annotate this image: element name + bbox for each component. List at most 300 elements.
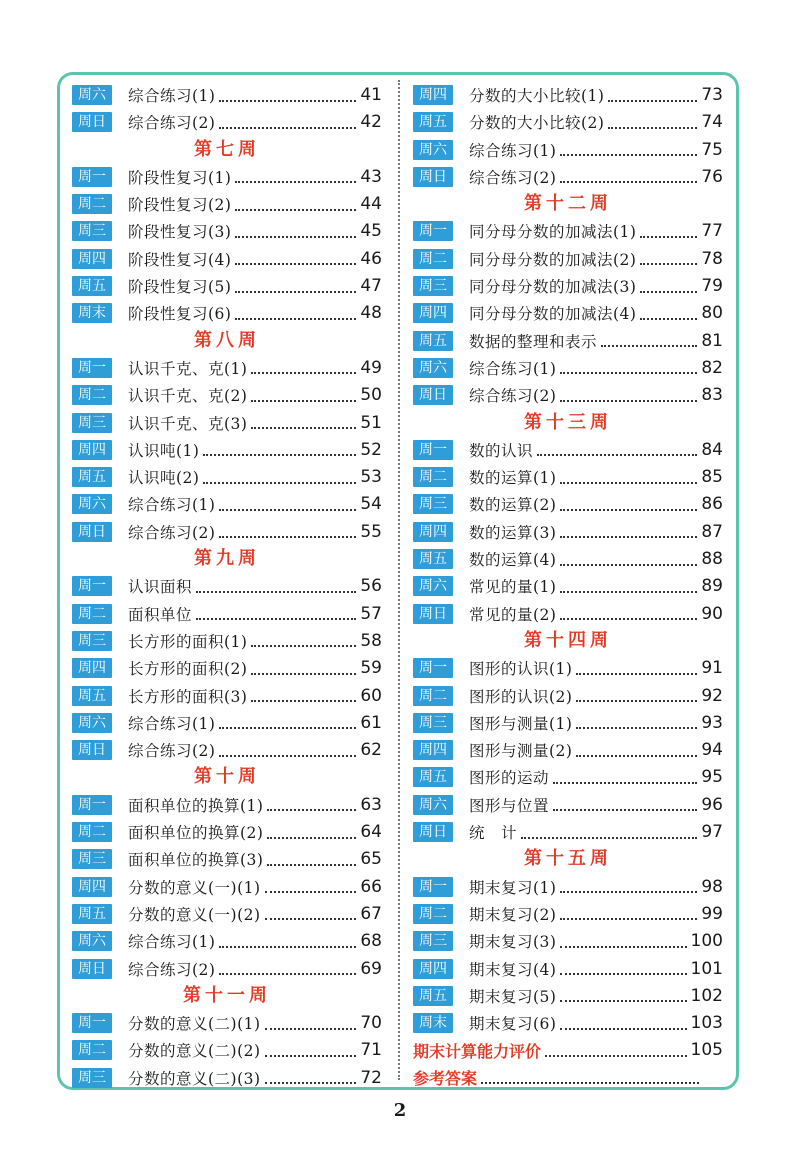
entry-page-number: 95 bbox=[701, 767, 723, 788]
toc-entry[interactable] bbox=[72, 109, 382, 135]
toc-entry[interactable] bbox=[72, 1065, 382, 1091]
toc-entry[interactable] bbox=[413, 464, 723, 490]
day-tag: 周一 bbox=[72, 358, 112, 378]
dot-leader bbox=[219, 945, 356, 948]
entry-page-number: 93 bbox=[701, 712, 723, 733]
toc-entry[interactable] bbox=[413, 601, 723, 627]
special-entry[interactable] bbox=[413, 1065, 723, 1091]
entry-title: 认识千克、克(1) bbox=[128, 359, 248, 378]
entry-title: 综合练习(1) bbox=[128, 933, 216, 952]
entry-page-number: 64 bbox=[360, 822, 382, 843]
dot-leader bbox=[203, 481, 356, 484]
day-tag: 周一 bbox=[72, 167, 112, 187]
entry-page-number: 102 bbox=[690, 985, 723, 1006]
dot-leader bbox=[235, 317, 356, 320]
toc-entry[interactable] bbox=[72, 273, 382, 299]
toc-entry[interactable] bbox=[72, 382, 382, 408]
day-tag: 周一 bbox=[413, 658, 453, 678]
week-heading: 第八周 bbox=[194, 329, 260, 351]
dot-leader bbox=[196, 590, 356, 593]
toc-entry[interactable] bbox=[72, 655, 382, 681]
day-tag: 周三 bbox=[72, 413, 112, 433]
entry-page-number: 96 bbox=[701, 794, 723, 815]
toc-entry[interactable] bbox=[413, 355, 723, 381]
day-tag: 周六 bbox=[413, 795, 453, 815]
toc-entry[interactable] bbox=[72, 901, 382, 927]
entry-page-number: 78 bbox=[701, 248, 723, 269]
toc-entry[interactable] bbox=[413, 874, 723, 900]
entry-title: 认识千克、克(2) bbox=[128, 387, 248, 406]
day-tag: 周五 bbox=[413, 986, 453, 1006]
toc-entry[interactable] bbox=[413, 218, 723, 244]
dot-leader bbox=[553, 781, 697, 784]
day-tag: 周日 bbox=[413, 167, 453, 187]
entry-title: 同分母分数的加减法(3) bbox=[469, 278, 637, 297]
entry-title: 期末复习(2) bbox=[469, 905, 557, 924]
entry-title: 综合练习(2) bbox=[128, 114, 216, 133]
entry-title: 图形的认识(2) bbox=[469, 687, 573, 706]
entry-title: 认识吨(2) bbox=[128, 469, 200, 488]
entry-title: 图形与测量(2) bbox=[469, 742, 573, 761]
day-tag: 周四 bbox=[72, 249, 112, 269]
entry-title: 常见的量(2) bbox=[469, 605, 557, 624]
dot-leader bbox=[560, 999, 686, 1002]
entry-title: 认识千克、克(3) bbox=[128, 414, 248, 433]
entry-title: 数据的整理和表示 bbox=[469, 332, 598, 351]
dot-leader bbox=[560, 563, 697, 566]
entry-title: 阶段性复习(1) bbox=[128, 168, 232, 187]
day-tag: 周五 bbox=[413, 331, 453, 351]
entry-page-number: 52 bbox=[360, 439, 382, 460]
entry-page-number: 49 bbox=[360, 357, 382, 378]
toc-entry[interactable] bbox=[413, 328, 723, 354]
day-tag: 周一 bbox=[72, 1013, 112, 1033]
day-tag: 周五 bbox=[72, 276, 112, 296]
entry-page-number: 50 bbox=[360, 385, 382, 406]
toc-entry[interactable] bbox=[72, 874, 382, 900]
entry-page-number: 72 bbox=[360, 1067, 382, 1088]
dot-leader bbox=[203, 453, 356, 456]
day-tag: 周三 bbox=[413, 494, 453, 514]
dot-leader bbox=[560, 590, 697, 593]
toc-entry[interactable] bbox=[72, 355, 382, 381]
toc-entry[interactable] bbox=[413, 273, 723, 299]
toc-entry[interactable] bbox=[72, 300, 382, 326]
day-tag: 周五 bbox=[72, 467, 112, 487]
entry-page-number: 67 bbox=[360, 903, 382, 924]
day-tag: 周二 bbox=[72, 194, 112, 214]
entry-title: 期末复习(1) bbox=[469, 878, 557, 897]
toc-entry[interactable] bbox=[72, 464, 382, 490]
toc-entry[interactable] bbox=[72, 710, 382, 736]
entry-title: 综合练习(1) bbox=[128, 87, 216, 105]
toc-entry[interactable] bbox=[413, 246, 723, 272]
week-heading: 第十二周 bbox=[524, 193, 612, 215]
toc-entry[interactable] bbox=[413, 710, 723, 736]
toc-entry[interactable] bbox=[72, 628, 382, 654]
special-entry-title: 参考答案 bbox=[413, 1069, 478, 1089]
toc-entry[interactable] bbox=[413, 792, 723, 818]
toc-right-column bbox=[413, 82, 723, 1092]
dot-leader bbox=[560, 153, 697, 156]
day-tag: 周一 bbox=[72, 576, 112, 596]
entry-page-number: 54 bbox=[360, 494, 382, 515]
day-tag: 周三 bbox=[72, 221, 112, 241]
day-tag: 周五 bbox=[72, 686, 112, 706]
entry-page-number: 74 bbox=[701, 112, 723, 133]
day-tag: 周四 bbox=[413, 85, 453, 105]
toc-entry[interactable] bbox=[413, 491, 723, 517]
toc-entry[interactable] bbox=[413, 546, 723, 572]
day-tag: 周三 bbox=[72, 631, 112, 651]
day-tag: 周五 bbox=[413, 549, 453, 569]
week-heading: 第十五周 bbox=[524, 848, 612, 870]
entry-page-number: 86 bbox=[701, 494, 723, 515]
day-tag: 周一 bbox=[413, 877, 453, 897]
toc-entry[interactable] bbox=[413, 737, 723, 763]
toc-entry[interactable] bbox=[413, 956, 723, 982]
dot-leader bbox=[481, 1081, 699, 1084]
entry-page-number: 76 bbox=[701, 166, 723, 187]
entry-title: 数的运算(4) bbox=[469, 551, 557, 570]
day-tag: 周五 bbox=[72, 904, 112, 924]
toc-entry[interactable] bbox=[413, 82, 723, 108]
day-tag: 周末 bbox=[413, 1013, 453, 1033]
toc-entry[interactable] bbox=[72, 573, 382, 599]
entry-title: 面积单位 bbox=[128, 605, 193, 624]
dot-leader bbox=[265, 917, 357, 920]
toc-entry[interactable] bbox=[413, 983, 723, 1009]
dot-leader bbox=[640, 290, 697, 293]
day-tag: 周日 bbox=[413, 822, 453, 842]
entry-title: 认识面积 bbox=[128, 578, 193, 597]
day-tag: 周日 bbox=[72, 522, 112, 542]
entry-page-number: 56 bbox=[360, 576, 382, 597]
entry-page-number: 62 bbox=[360, 740, 382, 761]
dot-leader bbox=[219, 126, 356, 129]
entry-page-number: 68 bbox=[360, 931, 382, 952]
toc-entry[interactable] bbox=[72, 1037, 382, 1063]
entry-page-number: 81 bbox=[701, 330, 723, 351]
toc-entry[interactable] bbox=[413, 764, 723, 790]
entry-title: 面积单位的换算(2) bbox=[128, 824, 264, 843]
toc-entry[interactable] bbox=[72, 246, 382, 272]
entry-title: 综合练习(2) bbox=[469, 387, 557, 406]
toc-entry[interactable] bbox=[72, 491, 382, 517]
dot-leader bbox=[640, 317, 697, 320]
week-heading: 第十一周 bbox=[183, 984, 271, 1006]
day-tag: 周四 bbox=[413, 740, 453, 760]
toc-entry[interactable] bbox=[72, 1010, 382, 1036]
toc-entry[interactable] bbox=[72, 683, 382, 709]
entry-page-number: 57 bbox=[360, 603, 382, 624]
toc-entry[interactable] bbox=[72, 519, 382, 545]
day-tag: 周六 bbox=[413, 140, 453, 160]
entry-title: 期末复习(5) bbox=[469, 987, 557, 1006]
day-tag: 周四 bbox=[72, 440, 112, 460]
toc-entry[interactable] bbox=[413, 901, 723, 927]
toc-entry[interactable] bbox=[72, 819, 382, 845]
toc-entry[interactable] bbox=[413, 1010, 723, 1036]
entry-page-number: 84 bbox=[701, 439, 723, 460]
day-tag: 周四 bbox=[72, 658, 112, 678]
entry-title: 长方形的面积(2) bbox=[128, 660, 248, 679]
entry-page-number: 77 bbox=[701, 221, 723, 242]
toc-entry[interactable] bbox=[72, 601, 382, 627]
entry-page-number: 89 bbox=[701, 576, 723, 597]
week-heading: 第九周 bbox=[194, 548, 260, 570]
dot-leader bbox=[608, 126, 697, 129]
dot-leader bbox=[576, 672, 697, 675]
toc-entry[interactable] bbox=[72, 846, 382, 872]
entry-page-number: 63 bbox=[360, 794, 382, 815]
entry-page-number: 41 bbox=[360, 85, 382, 105]
entry-title: 阶段性复习(5) bbox=[128, 278, 232, 297]
entry-title: 长方形的面积(3) bbox=[128, 687, 248, 706]
dot-leader bbox=[251, 399, 356, 402]
entry-page-number: 98 bbox=[701, 876, 723, 897]
entry-page-number: 47 bbox=[360, 276, 382, 297]
entry-page-number: 85 bbox=[701, 467, 723, 488]
entry-page-number: 48 bbox=[360, 303, 382, 324]
toc-entry[interactable] bbox=[413, 164, 723, 190]
entry-title: 图形的认识(1) bbox=[469, 660, 573, 679]
dot-leader bbox=[267, 808, 356, 811]
day-tag: 周一 bbox=[413, 440, 453, 460]
toc-entry[interactable] bbox=[413, 109, 723, 135]
dot-leader bbox=[219, 535, 356, 538]
week-heading: 第十周 bbox=[194, 766, 260, 788]
toc-entry[interactable] bbox=[413, 437, 723, 463]
toc-left-column bbox=[72, 82, 382, 1092]
day-tag: 周五 bbox=[413, 767, 453, 787]
dot-leader bbox=[235, 208, 356, 211]
entry-page-number: 99 bbox=[701, 903, 723, 924]
entry-page-number: 80 bbox=[701, 303, 723, 324]
entry-page-number: 69 bbox=[360, 958, 382, 979]
day-tag: 周日 bbox=[413, 604, 453, 624]
day-tag: 周六 bbox=[413, 576, 453, 596]
entry-page-number: 53 bbox=[360, 467, 382, 488]
entry-page-number: 79 bbox=[701, 276, 723, 297]
day-tag: 周二 bbox=[72, 1040, 112, 1060]
dot-leader bbox=[560, 917, 697, 920]
entry-page-number: 61 bbox=[360, 712, 382, 733]
day-tag: 周六 bbox=[72, 931, 112, 951]
entry-page-number: 66 bbox=[360, 876, 382, 897]
week-heading: 第十四周 bbox=[524, 629, 612, 651]
entry-page-number: 92 bbox=[701, 685, 723, 706]
day-tag: 周五 bbox=[413, 112, 453, 132]
day-tag: 周三 bbox=[413, 276, 453, 296]
dot-leader bbox=[560, 371, 697, 374]
day-tag: 周六 bbox=[72, 85, 112, 105]
entry-page-number: 91 bbox=[701, 658, 723, 679]
entry-title: 数的认识 bbox=[469, 441, 534, 460]
entry-title: 面积单位的换算(3) bbox=[128, 851, 264, 870]
dot-leader bbox=[608, 99, 697, 102]
week-heading: 第十三周 bbox=[524, 411, 612, 433]
entry-page-number: 100 bbox=[690, 931, 723, 952]
entry-page-number: 83 bbox=[701, 385, 723, 406]
day-tag: 周六 bbox=[72, 494, 112, 514]
day-tag: 周二 bbox=[413, 249, 453, 269]
toc-entry[interactable] bbox=[413, 382, 723, 408]
toc-entry[interactable] bbox=[413, 519, 723, 545]
entry-page-number: 43 bbox=[360, 166, 382, 187]
dot-leader bbox=[196, 617, 356, 620]
entry-title: 数的运算(3) bbox=[469, 523, 557, 542]
day-tag: 周三 bbox=[72, 849, 112, 869]
entry-page-number: 44 bbox=[360, 194, 382, 215]
dot-leader bbox=[560, 972, 686, 975]
day-tag: 周日 bbox=[72, 959, 112, 979]
day-tag: 周二 bbox=[413, 904, 453, 924]
day-tag: 周三 bbox=[413, 931, 453, 951]
dot-leader bbox=[560, 481, 697, 484]
day-tag: 周一 bbox=[72, 795, 112, 815]
toc-entry[interactable] bbox=[413, 300, 723, 326]
toc-entry[interactable] bbox=[72, 437, 382, 463]
dot-leader bbox=[576, 726, 697, 729]
day-tag: 周日 bbox=[72, 740, 112, 760]
dot-leader bbox=[640, 235, 697, 238]
dot-leader bbox=[560, 890, 697, 893]
dot-leader bbox=[219, 972, 356, 975]
entry-title: 图形与位置 bbox=[469, 796, 550, 815]
entry-title: 期末复习(4) bbox=[469, 960, 557, 979]
entry-title: 综合练习(1) bbox=[128, 714, 216, 733]
entry-title: 分数的意义(一)(2) bbox=[128, 905, 261, 924]
dot-leader bbox=[251, 426, 356, 429]
toc-entry[interactable] bbox=[413, 137, 723, 163]
dot-leader bbox=[219, 754, 356, 757]
entry-page-number: 105 bbox=[690, 1040, 723, 1061]
dot-leader bbox=[560, 508, 697, 511]
entry-title: 阶段性复习(6) bbox=[128, 305, 232, 324]
entry-title: 分数的大小比较(2) bbox=[469, 114, 605, 133]
entry-page-number: 103 bbox=[690, 1013, 723, 1034]
dot-leader bbox=[560, 535, 697, 538]
dot-leader bbox=[267, 863, 356, 866]
dot-leader bbox=[251, 699, 356, 702]
entry-title: 认识吨(1) bbox=[128, 441, 200, 460]
day-tag: 周六 bbox=[72, 713, 112, 733]
entry-page-number: 55 bbox=[360, 521, 382, 542]
entry-page-number: 46 bbox=[360, 248, 382, 269]
day-tag: 周日 bbox=[72, 112, 112, 132]
entry-title: 阶段性复习(3) bbox=[128, 223, 232, 242]
toc-entry[interactable] bbox=[72, 410, 382, 436]
entry-page-number: 94 bbox=[701, 740, 723, 761]
toc-entry[interactable] bbox=[72, 82, 382, 108]
entry-title: 同分母分数的加减法(1) bbox=[469, 223, 637, 242]
entry-page-number: 97 bbox=[701, 822, 723, 843]
toc-entry[interactable] bbox=[72, 956, 382, 982]
special-entry-title: 期末计算能力评价 bbox=[413, 1041, 542, 1061]
dot-leader bbox=[235, 235, 356, 238]
dot-leader bbox=[251, 644, 356, 647]
day-tag: 周四 bbox=[72, 877, 112, 897]
dot-leader bbox=[560, 180, 697, 183]
dot-leader bbox=[235, 290, 356, 293]
entry-title: 长方形的面积(1) bbox=[128, 632, 248, 651]
entry-title: 同分母分数的加减法(2) bbox=[469, 250, 637, 269]
entry-page-number: 75 bbox=[701, 139, 723, 160]
dot-leader bbox=[521, 836, 697, 839]
dot-leader bbox=[219, 99, 356, 102]
dot-leader bbox=[219, 726, 356, 729]
dot-leader bbox=[267, 836, 356, 839]
entry-title: 同分母分数的加减法(4) bbox=[469, 305, 637, 324]
entry-page-number: 73 bbox=[701, 85, 723, 105]
toc-entry[interactable] bbox=[413, 655, 723, 681]
day-tag: 周一 bbox=[413, 221, 453, 241]
toc-entry[interactable] bbox=[72, 164, 382, 190]
entry-title: 综合练习(1) bbox=[469, 141, 557, 160]
dot-leader bbox=[265, 1081, 357, 1084]
entry-title: 统 计 bbox=[469, 824, 518, 843]
toc-entry[interactable] bbox=[72, 737, 382, 763]
dot-leader bbox=[251, 371, 356, 374]
day-tag: 周二 bbox=[72, 822, 112, 842]
toc-entry[interactable] bbox=[72, 928, 382, 954]
dot-leader bbox=[235, 262, 356, 265]
entry-title: 分数的大小比较(1) bbox=[469, 87, 605, 105]
entry-page-number: 70 bbox=[360, 1013, 382, 1034]
entry-page-number: 87 bbox=[701, 521, 723, 542]
toc-entry[interactable] bbox=[72, 792, 382, 818]
toc-entry[interactable] bbox=[72, 218, 382, 244]
column-divider bbox=[398, 80, 400, 1080]
toc-entry[interactable] bbox=[413, 573, 723, 599]
toc-entry[interactable] bbox=[413, 819, 723, 845]
dot-leader bbox=[560, 617, 697, 620]
day-tag: 周六 bbox=[413, 358, 453, 378]
day-tag: 周四 bbox=[413, 303, 453, 323]
day-tag: 周四 bbox=[413, 522, 453, 542]
entry-title: 面积单位的换算(1) bbox=[128, 796, 264, 815]
entry-page-number: 101 bbox=[690, 958, 723, 979]
entry-title: 数的运算(2) bbox=[469, 496, 557, 515]
day-tag: 周三 bbox=[413, 713, 453, 733]
entry-title: 分数的意义(二)(3) bbox=[128, 1069, 261, 1088]
entry-page-number: 65 bbox=[360, 849, 382, 870]
day-tag: 周三 bbox=[72, 1068, 112, 1088]
toc-entry[interactable] bbox=[413, 928, 723, 954]
entry-title: 期末复习(6) bbox=[469, 1015, 557, 1034]
toc-entry[interactable] bbox=[72, 191, 382, 217]
dot-leader bbox=[560, 945, 686, 948]
entry-title: 图形与测量(1) bbox=[469, 714, 573, 733]
entry-page-number: 59 bbox=[360, 658, 382, 679]
entry-page-number: 88 bbox=[701, 549, 723, 570]
entry-title: 综合练习(1) bbox=[469, 359, 557, 378]
page-number: 2 bbox=[393, 1100, 407, 1121]
toc-entry[interactable] bbox=[413, 683, 723, 709]
dot-leader bbox=[553, 808, 697, 811]
entry-page-number: 71 bbox=[360, 1040, 382, 1061]
day-tag: 周二 bbox=[413, 686, 453, 706]
special-entry[interactable] bbox=[413, 1037, 723, 1063]
entry-page-number: 58 bbox=[360, 630, 382, 651]
entry-title: 综合练习(2) bbox=[128, 523, 216, 542]
entry-page-number: 51 bbox=[360, 412, 382, 433]
entry-title: 综合练习(2) bbox=[128, 742, 216, 761]
dot-leader bbox=[545, 1054, 687, 1057]
entry-page-number: 82 bbox=[701, 357, 723, 378]
dot-leader bbox=[601, 344, 697, 347]
